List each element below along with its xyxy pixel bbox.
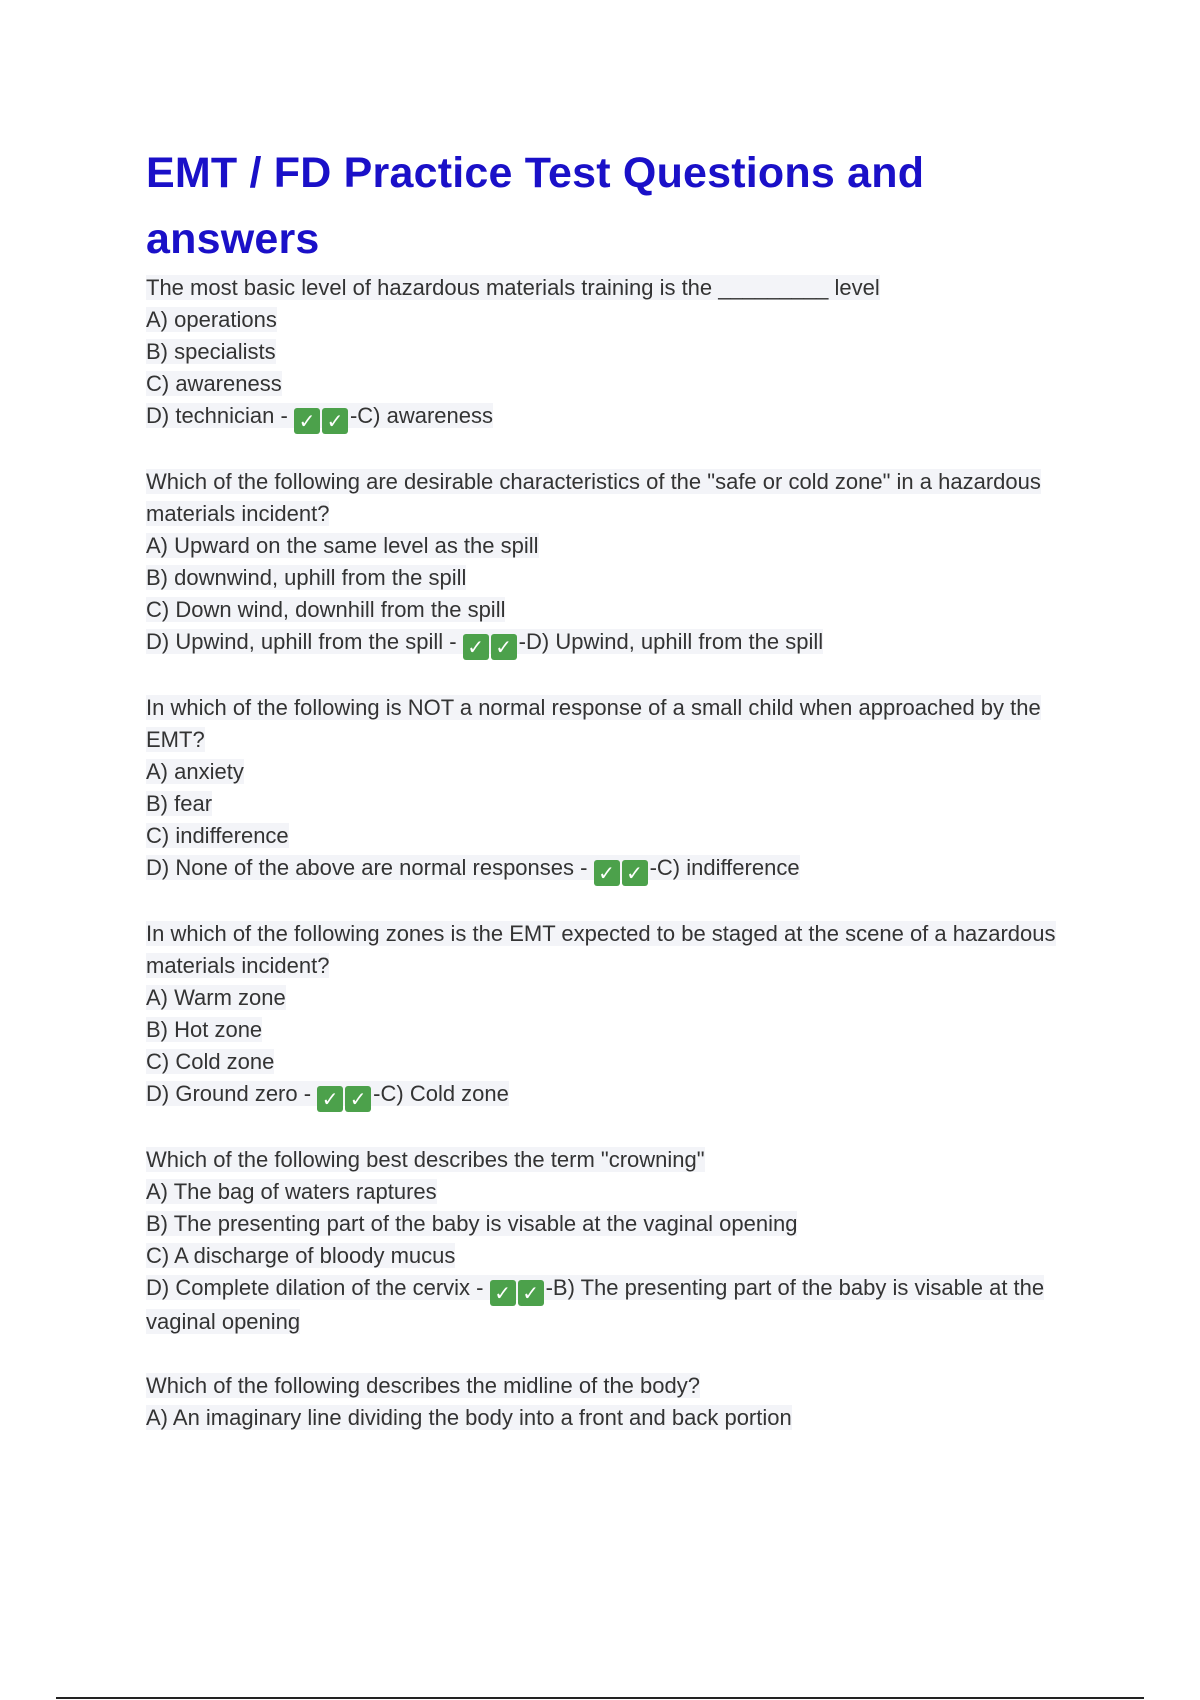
check-mark-icon: ✓ (317, 1086, 343, 1112)
document-page (146, 140, 1086, 1466)
check-mark-icon: ✓ (622, 860, 648, 886)
answer-text: -D) Upwind, uphill from the spill (518, 629, 824, 654)
question-block (146, 1144, 1086, 1338)
question-block (146, 1370, 1086, 1434)
check-mark-icon: ✓ (490, 1280, 516, 1306)
option-b: B) The presenting part of the baby is visable at the vaginal opening (146, 1211, 798, 1236)
question-text: Which of the following describes the midline of the body? (146, 1373, 700, 1398)
option-c: C) Down wind, downhill from the spill (146, 597, 506, 622)
check-mark-icon: ✓ (463, 634, 489, 660)
option-b: B) Hot zone (146, 1017, 263, 1042)
question-text: In which of the following is NOT a normal response of a small child when approached by the EMT? (146, 695, 1041, 752)
option-a: A) anxiety (146, 759, 244, 784)
option-b: B) downwind, uphill from the spill (146, 565, 467, 590)
check-mark-icon: ✓ (594, 860, 620, 886)
option-a: A) The bag of waters raptures (146, 1179, 437, 1204)
option-d: D) Complete dilation of the cervix - (146, 1275, 490, 1300)
question-text: The most basic level of hazardous materials training is the _________ level (146, 275, 880, 300)
question-block (146, 692, 1086, 886)
option-c: C) awareness (146, 371, 282, 396)
check-mark-icon: ✓ (294, 408, 320, 434)
answer-text: -C) awareness (349, 403, 493, 428)
question-block (146, 466, 1086, 660)
option-a: A) Upward on the same level as the spill (146, 533, 539, 558)
option-a: A) operations (146, 307, 277, 332)
option-d: D) None of the above are normal responses - (146, 855, 594, 880)
answer-text: -C) indifference (649, 855, 800, 880)
option-c: C) indifference (146, 823, 289, 848)
option-d: D) Ground zero - (146, 1081, 318, 1106)
option-b: B) specialists (146, 339, 276, 364)
title-line-1: EMT / FD Practice Test Questions and (146, 149, 925, 197)
question-text: Which of the following best describes the term "crowning" (146, 1147, 705, 1172)
question-text: In which of the following zones is the EMT expected to be staged at the scene of a hazardous materials incident? (146, 921, 1056, 978)
option-a: A) An imaginary line dividing the body into a front and back portion (146, 1405, 792, 1430)
option-a: A) Warm zone (146, 985, 286, 1010)
option-d: D) technician - (146, 403, 294, 428)
check-mark-icon: ✓ (322, 408, 348, 434)
page-bottom-rule (56, 1697, 1144, 1699)
document-title (146, 140, 1086, 272)
check-mark-icon: ✓ (345, 1086, 371, 1112)
question-block (146, 272, 1086, 434)
check-mark-icon: ✓ (518, 1280, 544, 1306)
option-d: D) Upwind, uphill from the spill - (146, 629, 463, 654)
question-text: Which of the following are desirable characteristics of the "safe or cold zone" in a hazardous materials incident? (146, 469, 1041, 526)
answer-text: -C) Cold zone (373, 1081, 509, 1106)
answer-text: -B) The presenting part of the baby is visable at the vaginal opening (146, 1275, 1045, 1334)
option-c: C) Cold zone (146, 1049, 275, 1074)
check-mark-icon: ✓ (491, 634, 517, 660)
title-line-2: answers (146, 215, 320, 263)
option-c: C) A discharge of bloody mucus (146, 1243, 456, 1268)
question-block (146, 918, 1086, 1112)
option-b: B) fear (146, 791, 213, 816)
